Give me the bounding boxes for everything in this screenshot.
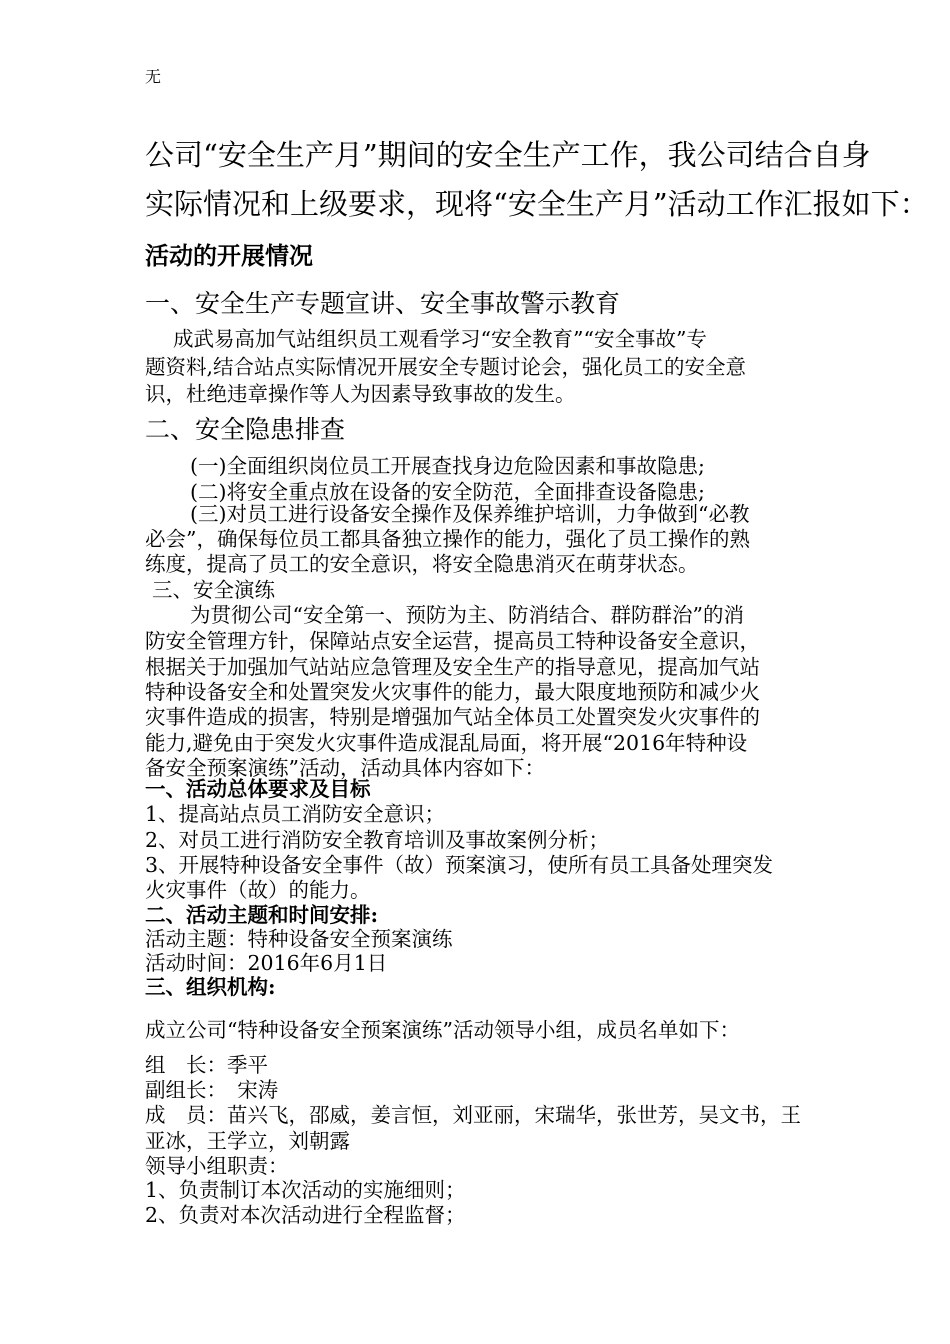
- header-mark: 无: [145, 67, 162, 86]
- intro-line-1: 公司“安全生产月”期间的安全生产工作，我公司结合自身: [145, 138, 871, 172]
- section3-line-4: 特种设备安全和处置突发火灾事件的能力，最大限度地预防和减少火: [145, 680, 760, 704]
- part1-line-2: 2、对员工进行消防安全教育培训及事故案例分析；: [145, 828, 610, 852]
- section3-line-1: 为贯彻公司“安全第一、预防为主、防消结合、群防群治”的消: [190, 603, 744, 627]
- part2-line-2: 活动时间：2016年6月1日: [145, 951, 388, 975]
- section1-line-1: 成武易高加气站组织员工观看学习“安全教育”“安全事故”专: [173, 327, 707, 351]
- part3-line-7: 2、负责对本次活动进行全程监督；: [145, 1203, 466, 1227]
- part1-title: 一、活动总体要求及目标: [145, 777, 371, 801]
- part3-intro: 成立公司“特种设备安全预案演练”活动领导小组，成员名单如下：: [145, 1018, 740, 1042]
- part3-line-1: 组 长：季平: [145, 1053, 268, 1077]
- part3-line-5: 领导小组职责：: [145, 1154, 289, 1178]
- section2-title: 二、安全隐患排查: [145, 415, 346, 444]
- part3-line-3: 成 员：苗兴飞，邵威，姜言恒，刘亚丽，宋瑞华，张世芳，吴文书，王: [145, 1103, 801, 1127]
- part3-line-4: 亚冰，王学立，刘朝露: [145, 1129, 350, 1153]
- section3-line-7: 备安全预案演练”活动，活动具体内容如下：: [145, 756, 545, 780]
- part3-title: 三、组织机构:: [145, 975, 276, 999]
- section3-line-6: 能力,避免由于突发火灾事件造成混乱局面，将开展“2016年特种设: [145, 731, 748, 755]
- section2-line-1: (一)全面组织岗位员工开展查找身边危险因素和事故隐患;: [190, 454, 705, 478]
- part1-line-3: 3、开展特种设备安全事件（故）预案演习，使所有员工具备处理突发: [145, 853, 774, 877]
- section3-line-3: 根据关于加强加气站站应急管理及安全生产的指导意见，提高加气站: [145, 655, 760, 679]
- part1-line-1: 1、提高站点员工消防安全意识；: [145, 802, 446, 826]
- section1-line-3: 识，杜绝违章操作等人为因素导致事故的发生。: [145, 382, 576, 406]
- section2-line-5: 练度，提高了员工的安全意识，将安全隐患消灭在萌芽状态。: [145, 552, 699, 576]
- section2-line-4: 必会”，确保每位员工都具备独立操作的能力，强化了员工操作的熟: [145, 527, 750, 551]
- section3-line-2: 防安全管理方针，保障站点安全运营，提高员工特种设备安全意识，: [145, 629, 760, 653]
- part2-title: 二、活动主题和时间安排:: [145, 903, 379, 927]
- part2-line-1: 活动主题：特种设备安全预案演练: [145, 927, 453, 951]
- part3-line-2: 副组长： 宋涛: [145, 1078, 279, 1102]
- section3-title: 三、安全演练: [152, 578, 275, 602]
- section2-line-2: (二)将安全重点放在设备的安全防范，全面排查设备隐患;: [190, 480, 705, 504]
- intro-line-2: 实际情况和上级要求，现将“安全生产月”活动工作汇报如下：: [145, 187, 929, 221]
- section1-line-2: 题资料,结合站点实际情况开展安全专题讨论会，强化员工的安全意: [145, 355, 747, 379]
- part1-line-4: 火灾事件（故）的能力。: [145, 878, 371, 902]
- part3-line-6: 1、负责制订本次活动的实施细则；: [145, 1178, 466, 1202]
- section2-line-3: (三)对员工进行设备安全操作及保养维护培训，力争做到“必教: [190, 502, 750, 526]
- section1-title: 一、安全生产专题宣讲、安全事故警示教育: [145, 289, 621, 318]
- main-heading: 活动的开展情况: [145, 241, 313, 270]
- section3-line-5: 灾事件造成的损害，特别是增强加气站全体员工处置突发火灾事件的: [145, 705, 760, 729]
